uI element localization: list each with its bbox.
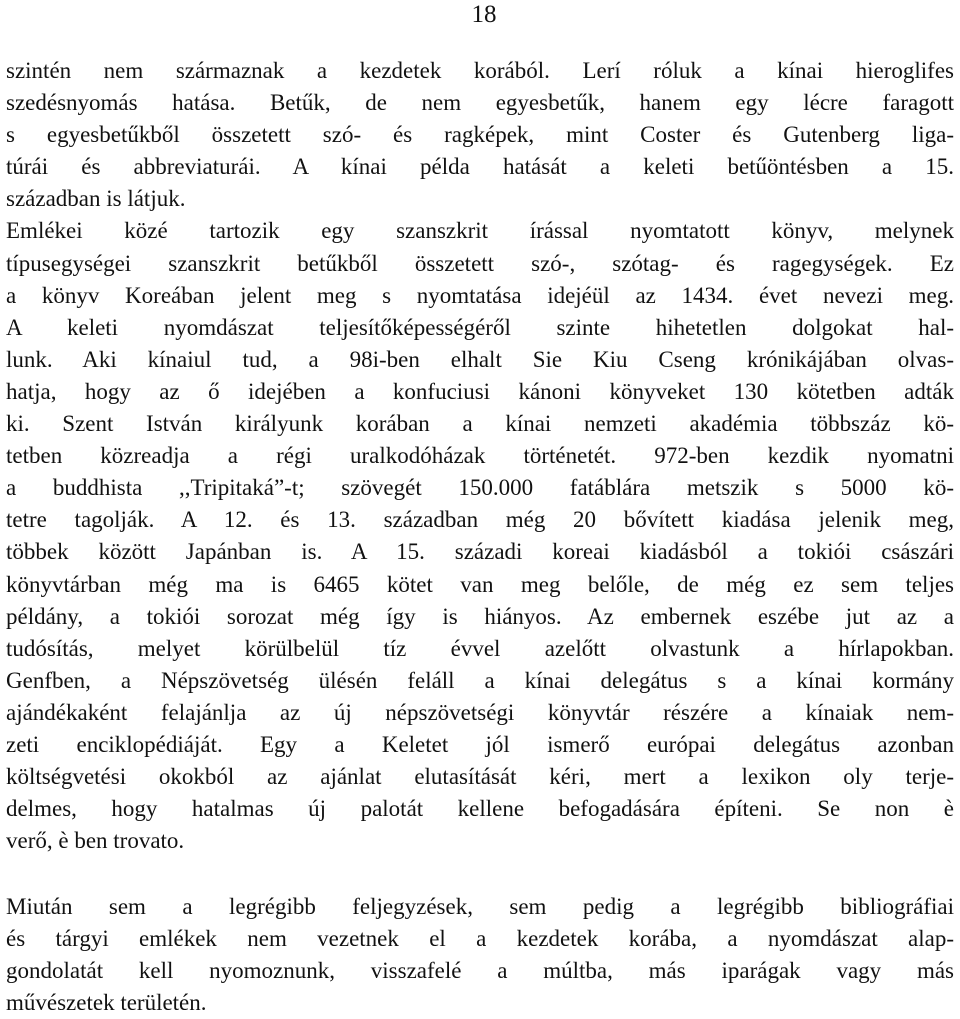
paragraph-closing bbox=[6, 891, 954, 1019]
text-line: Genfben, a Népszövetség ülésén feláll a kínai delegátus s a kínai kormány bbox=[6, 667, 954, 693]
paragraph-main bbox=[6, 55, 954, 857]
text-line: példány, a tokiói sorozat még így is hiányos. Az embernek eszébe jut az a bbox=[6, 603, 954, 629]
text-line: a buddhista ,,Tripitaká”-t; szövegét 150.000 fatáblára metszik s 5000 kö- bbox=[6, 475, 954, 501]
text-line: szintén nem származnak a kezdetek korából. Lerí róluk a kínai hieroglifes bbox=[6, 58, 954, 83]
text-line: és tárgyi emlékek nem vezetnek el a kezdetek korába, a nyomdászat alap- bbox=[6, 926, 954, 952]
text-line: delmes, hogy hatalmas új palotát kellene befogadására építeni. Se non è bbox=[6, 796, 954, 822]
text-line: költségvetési okokból az ajánlat elutasítását kéri, mert a lexikon oly terje- bbox=[6, 764, 954, 790]
text-line: században is látjuk. bbox=[6, 186, 186, 212]
text-line: Emlékei közé tartozik egy szanszkrit írással nyomtatott könyv, melynek bbox=[6, 218, 954, 244]
text-line: könyvtárban még ma is 6465 kötet van meg belőle, de még ez sem teljes bbox=[6, 571, 954, 597]
text-line: lunk. Aki kínaiul tud, a 98i-ben elhalt Sie Kiu Cseng krónikájában olvas- bbox=[6, 346, 954, 372]
text-line: s egyesbetűkből összetett szó- és ragképek, mint Coster és Gutenberg liga- bbox=[6, 122, 954, 148]
text-line: gondolatát kell nyomoznunk, visszafelé a múltba, más iparágak vagy más bbox=[6, 958, 954, 984]
text-line: művészetek területén. bbox=[6, 990, 207, 1016]
text-line: túrái és abbreviaturái. A kínai példa hatását a keleti betűöntésben a 15. bbox=[6, 154, 954, 180]
text-line: többek között Japánban is. A 15. századi koreai kiadásból a tokiói császári bbox=[6, 539, 954, 565]
text-line: ajándékaként felajánlja az új népszövetségi könyvtár részére a kínaiak nem- bbox=[6, 699, 954, 725]
text-line: tudósítás, melyet körülbelül tíz évvel azelőtt olvastunk a hírlapokban. bbox=[6, 635, 954, 661]
text-line: típusegységei szanszkrit betűkből összetett szó-, szótag- és ragegységek. Ez bbox=[6, 250, 954, 276]
text-line: a könyv Koreában jelent meg s nyomtatása idejéül az 1434. évet nevezi meg. bbox=[6, 282, 954, 308]
text-line: hatja, hogy az ő idejében a konfuciusi kánoni könyveket 130 kötetben adták bbox=[6, 378, 954, 404]
text-line: tetre tagolják. A 12. és 13. században még 20 bővített kiadása jelenik meg, bbox=[6, 507, 954, 533]
text-line: A keleti nyomdászat teljesítőképességéről szinte hihetetlen dolgokat hal- bbox=[6, 314, 954, 340]
text-line: szedésnyomás hatása. Betűk, de nem egyesbetűk, hanem egy lécre faragott bbox=[6, 90, 954, 116]
text-line: ki. Szent István királyunk korában a kínai nemzeti akadémia többszáz kö- bbox=[6, 411, 954, 437]
text-line: verő, è ben trovato. bbox=[6, 828, 185, 854]
text-line: tetben közreadja a régi uralkodóházak történetét. 972-ben kezdik nyomatni bbox=[6, 443, 954, 469]
page-number: 18 bbox=[471, 1, 497, 28]
text-line: zeti enciklopédiáját. Egy a Keletet jól ismerő európai delegátus azonban bbox=[6, 731, 954, 757]
text-line: Miután sem a legrégibb feljegyzések, sem pedig a legrégibb bibliográfiai bbox=[6, 894, 954, 919]
